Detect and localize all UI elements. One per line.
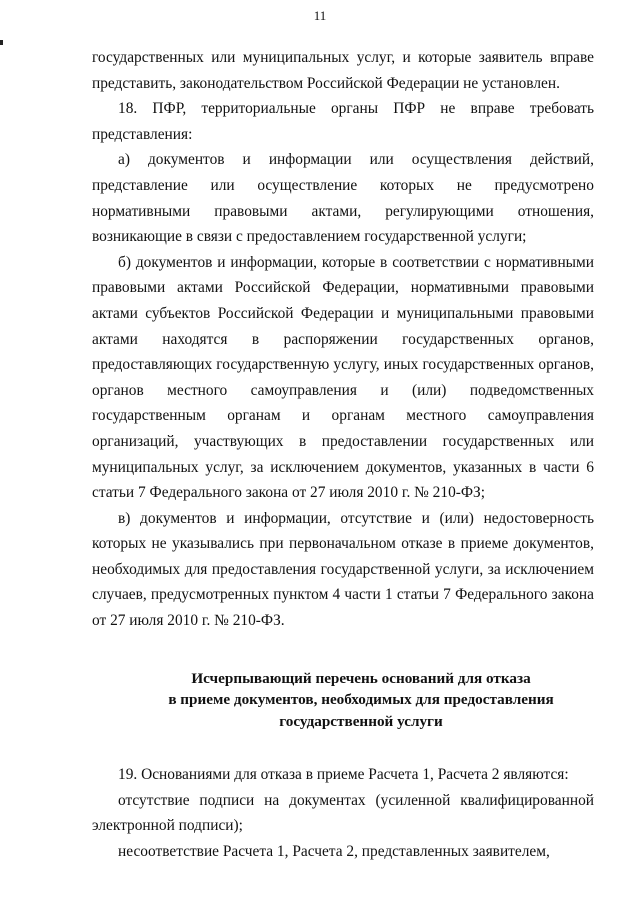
paragraph-subitem-v: в) документов и информации, отсутствие и (или) недостоверность которых не указывались при первоначальном отказе в приеме документов, необходимых для предоставления государственной услуги, за исключением случаев, предусмотренных пунктом 4 части 1 статьи 7 Федерального закона от 27 июля 2010 г. № 210-ФЗ. xyxy=(92,509,594,630)
page-number: 11 xyxy=(313,8,327,23)
paragraph-ground-mismatch: несоответствие Расчета 1, Расчета 2, представленных заявителем, xyxy=(118,842,550,860)
paragraph-ground-signature: отсутствие подписи на документах (усиленной квалифицированной электронной подписи); xyxy=(92,791,594,835)
paragraph-subitem-a: а) документов и информации или осуществления действий, представление или осуществление которых не предусмотрено нормативными правовыми актами, регулирующими отношения, возникающие в связи с предоставлением государственной услуги; xyxy=(92,151,594,246)
paragraph-item-18: 18. ПФР, территориальные органы ПФР не вправе требовать представления: xyxy=(92,100,594,143)
paragraph-item-19: 19. Основаниями для отказа в приеме Расчета 1, Расчета 2 являются: xyxy=(118,766,569,784)
section-heading-line-1: Исчерпывающий перечень оснований для отказа xyxy=(191,669,531,687)
section-heading-line-2: в приеме документов, необходимых для предоставления xyxy=(168,691,554,709)
paragraph-continuation: государственных или муниципальных услуг, и которые заявитель вправе представить, законодательством Российской Федерации не установлен. xyxy=(92,49,594,92)
paragraph-subitem-b: б) документов и информации, которые в соответствии с нормативными правовыми актами Российской Федерации, нормативными правовыми актами субъектов Российской Федерации и муниципальными правовыми актами находятся в распоряжении государственных органов, предоставляющих государственную услугу, иных государственных органов, органов местного самоуправления и (или) подведомственных государственным органам и органам местного самоуправления организаций, участвующих в предоставлении государственных или муниципальных услуг, за исключением документов, указанных в части 6 статьи 7 Федерального закона от 27 июля 2010 г. № 210-ФЗ; xyxy=(92,253,594,502)
scan-edge-mark xyxy=(0,40,3,45)
section-heading xyxy=(92,668,594,733)
section-heading-line-3: государственной услуги xyxy=(279,712,443,730)
document-body xyxy=(92,45,594,865)
